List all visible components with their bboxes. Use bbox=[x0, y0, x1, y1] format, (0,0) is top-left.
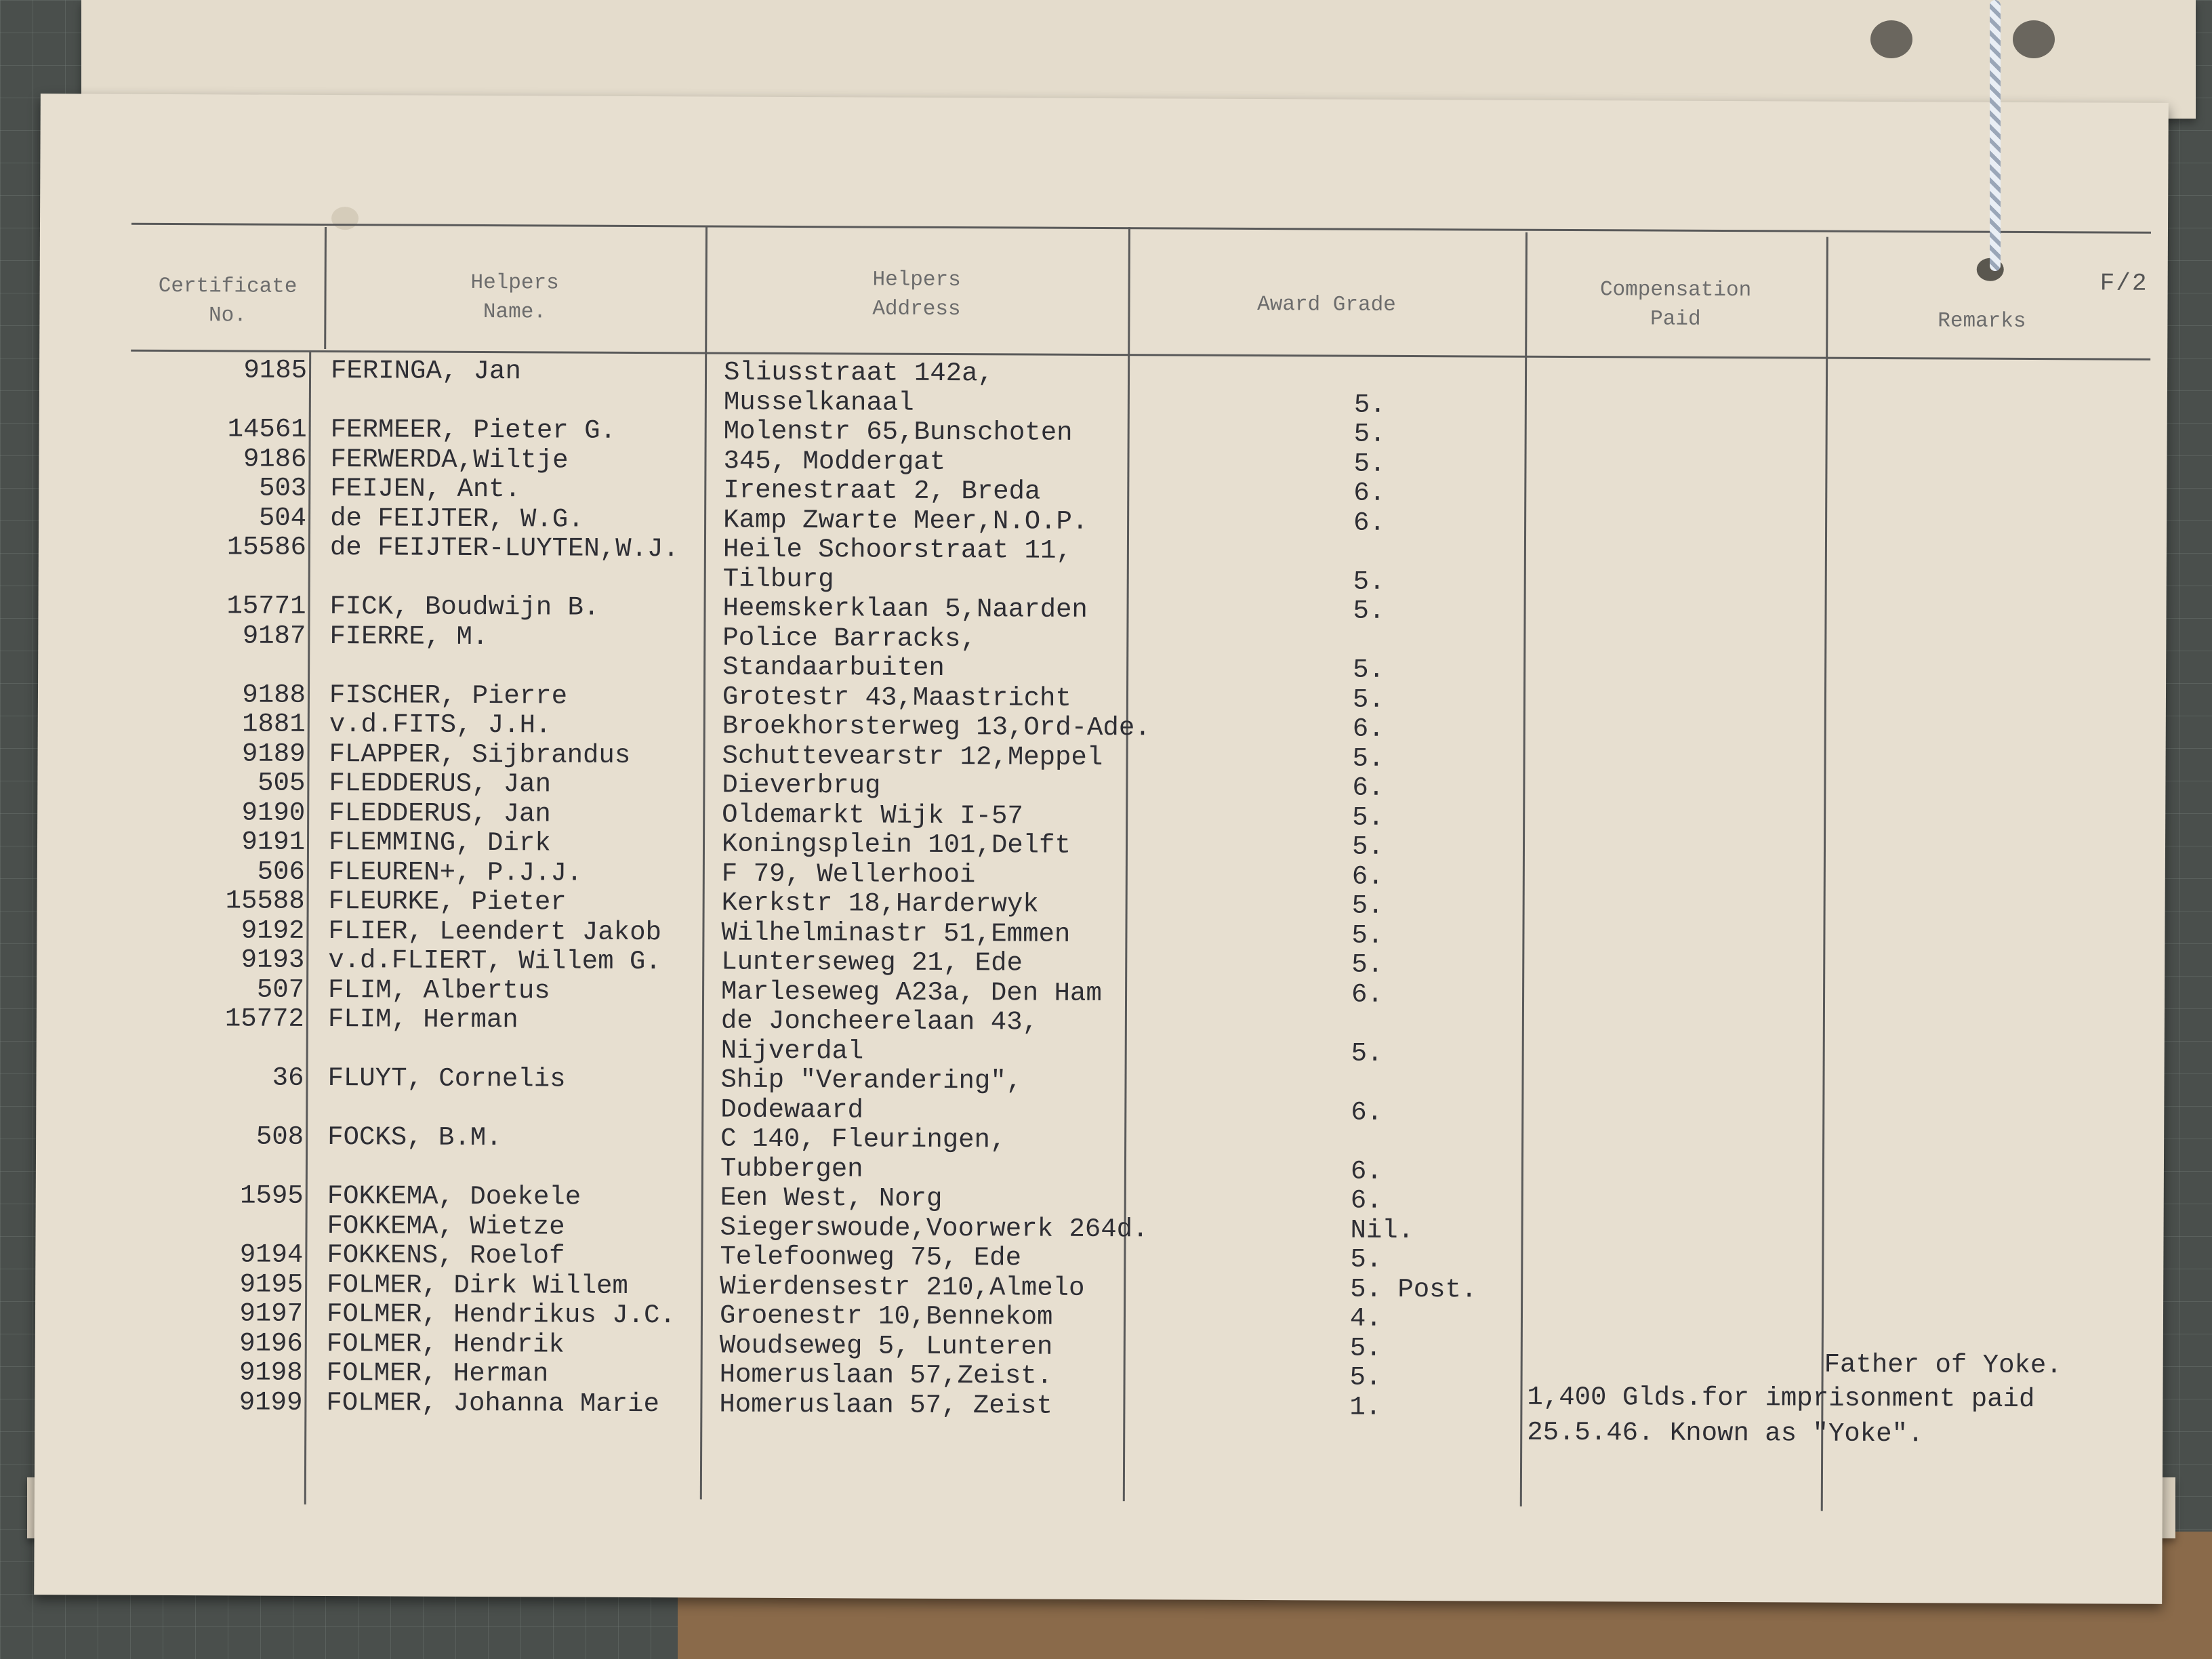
award-grade: 6. bbox=[1353, 478, 1386, 508]
helper-name: FLIM, Albertus bbox=[327, 975, 550, 1006]
certificate-number: 15588 bbox=[225, 886, 305, 916]
helper-name: FIERRE, M. bbox=[329, 621, 489, 652]
helper-address: Oldemarkt Wijk I-57 bbox=[722, 800, 1023, 831]
award-grade: 6. bbox=[1350, 1156, 1382, 1187]
header-compensation-line2: Paid bbox=[1650, 307, 1701, 331]
award-grade: 5. bbox=[1352, 743, 1385, 774]
remark-line: Father of Yoke. bbox=[1824, 1349, 2062, 1381]
punch-hole bbox=[1870, 20, 1912, 58]
award-grade: 6. bbox=[1351, 979, 1383, 1010]
certificate-number: 9191 bbox=[241, 827, 306, 857]
award-grade: 5. bbox=[1353, 390, 1386, 420]
header-compensation bbox=[1525, 275, 1826, 335]
punch-hole bbox=[2013, 20, 2055, 58]
certificate-number: 9189 bbox=[241, 738, 306, 769]
column-divider bbox=[1123, 227, 1130, 1501]
header-certificate-line2: No. bbox=[208, 304, 247, 328]
award-grade: 5. Post. bbox=[1350, 1274, 1477, 1305]
award-grade: 6. bbox=[1352, 773, 1385, 803]
column-divider bbox=[1821, 237, 1828, 1511]
certificate-number: 506 bbox=[257, 857, 305, 887]
award-grade: 5. bbox=[1351, 890, 1384, 921]
header-certificate bbox=[131, 272, 324, 331]
certificate-number: 9188 bbox=[242, 679, 306, 710]
helper-address: Sliusstraat 142a, bbox=[723, 357, 994, 389]
helper-name: FLIM, Herman bbox=[327, 1004, 518, 1036]
header-award-grade: Award Grade bbox=[1257, 292, 1396, 317]
helper-address: de Joncheerelaan 43, bbox=[720, 1006, 1039, 1038]
helper-name: FLEDDERUS, Jan bbox=[329, 769, 552, 800]
helper-name: de FEIJTER-LUYTEN,W.J. bbox=[329, 533, 679, 565]
helper-name: FERWERDA,Wiltje bbox=[330, 444, 569, 476]
certificate-number: 508 bbox=[255, 1122, 304, 1152]
award-grade: 6. bbox=[1351, 1097, 1383, 1128]
certificate-number: 15771 bbox=[226, 591, 306, 621]
award-grade: 5. bbox=[1352, 802, 1385, 833]
award-grade: 5. bbox=[1353, 419, 1386, 449]
binding-string bbox=[1990, 0, 2001, 271]
award-grade: 5. bbox=[1351, 832, 1384, 862]
helper-name: FLUYT, Cornelis bbox=[327, 1063, 566, 1094]
helper-name: FOLMER, Herman bbox=[326, 1358, 549, 1389]
certificate-number: 503 bbox=[258, 473, 307, 504]
certificate-number: 505 bbox=[258, 768, 306, 798]
helper-address: Siegerswoude,Voorwerk 264d. bbox=[720, 1212, 1149, 1244]
award-grade: 5. bbox=[1350, 1244, 1382, 1275]
award-grade: Nil. bbox=[1350, 1215, 1414, 1246]
header-remarks: Remarks bbox=[1938, 309, 2026, 333]
helper-name: de FEIJTER, W.G. bbox=[330, 503, 584, 535]
certificate-number: 15772 bbox=[224, 1004, 304, 1034]
award-grade: 5. bbox=[1351, 949, 1384, 980]
helper-address: Lunterseweg 21, Ede bbox=[721, 947, 1023, 979]
award-grade: 5. bbox=[1349, 1362, 1382, 1393]
document-page bbox=[34, 94, 2169, 1604]
certificate-number: 9190 bbox=[241, 797, 306, 828]
helper-name: FLEURKE, Pieter bbox=[328, 886, 567, 918]
helper-name: FLEDDERUS, Jan bbox=[329, 798, 551, 829]
column-divider bbox=[700, 225, 708, 1499]
helper-name: FOKKENS, Roelof bbox=[327, 1240, 565, 1271]
helper-name: FOKKEMA, Doekele bbox=[327, 1181, 581, 1212]
certificate-number: 9185 bbox=[243, 355, 308, 386]
helper-address: Dodewaard bbox=[720, 1094, 864, 1125]
certificate-number: 504 bbox=[258, 503, 307, 533]
award-grade: 4. bbox=[1349, 1303, 1382, 1334]
helper-address: Heile Schoorstraat 11, bbox=[722, 534, 1072, 566]
compensation-line: 25.5.46. Known as "Yoke". bbox=[1527, 1417, 1924, 1450]
certificate-number: 1881 bbox=[242, 709, 306, 739]
helper-address: Wilhelminastr 51,Emmen bbox=[721, 918, 1071, 949]
helper-name: v.d.FITS, J.H. bbox=[329, 710, 552, 741]
header-name-line2: Name. bbox=[483, 300, 547, 325]
award-grade: 5. bbox=[1351, 1038, 1383, 1069]
award-grade: 5. bbox=[1353, 596, 1385, 626]
page-code: F/2 bbox=[2100, 269, 2148, 298]
award-grade: 5. bbox=[1353, 567, 1385, 597]
certificate-number: 9194 bbox=[239, 1240, 304, 1270]
helper-name: FOCKS, B.M. bbox=[327, 1122, 502, 1153]
helper-address: F 79, Wellerhooi bbox=[721, 859, 976, 890]
helper-name: FEIJEN, Ant. bbox=[330, 474, 521, 505]
helper-address: Police Barracks, bbox=[722, 623, 977, 654]
helper-name: FLAPPER, Sijbrandus bbox=[329, 739, 631, 771]
helper-name: FERMEER, Pieter G. bbox=[330, 415, 617, 446]
award-grade: 6. bbox=[1351, 861, 1384, 892]
certificate-number: 9196 bbox=[239, 1328, 303, 1359]
helper-address: Kamp Zwarte Meer,N.O.P. bbox=[723, 505, 1088, 537]
helper-name: FOLMER, Dirk Willem bbox=[327, 1269, 628, 1301]
helper-address: Een West, Norg bbox=[720, 1183, 943, 1214]
helper-address: C 140, Fleuringen, bbox=[720, 1124, 1006, 1155]
helper-address: Homeruslaan 57,Zeist. bbox=[719, 1359, 1053, 1391]
compensation-line: 1,400 Glds.for imprisonment paid bbox=[1527, 1382, 2035, 1415]
certificate-number: 9197 bbox=[239, 1298, 304, 1329]
helper-name: FOLMER, Hendrik bbox=[326, 1328, 565, 1360]
header-certificate-line1: Certificate bbox=[158, 274, 298, 299]
award-grade: 6. bbox=[1353, 508, 1386, 538]
header-address-line1: Helpers bbox=[872, 268, 961, 293]
helper-name: FLEMMING, Dirk bbox=[328, 827, 551, 859]
header-name-line1: Helpers bbox=[470, 270, 559, 295]
helper-name: FOLMER, Johanna Marie bbox=[326, 1387, 659, 1419]
helper-address: Dieverbrug bbox=[722, 770, 881, 801]
helper-address: Homeruslaan 57, Zeist bbox=[719, 1389, 1052, 1421]
helper-address: Kerkstr 18,Harderwyk bbox=[721, 888, 1039, 920]
header-name bbox=[324, 268, 705, 327]
helper-address: Wierdensestr 210,Almelo bbox=[720, 1271, 1085, 1303]
helper-address: Marleseweg A23a, Den Ham bbox=[720, 977, 1102, 1008]
helper-name: FISCHER, Pierre bbox=[329, 680, 568, 712]
helper-address: Standaarbuiten bbox=[722, 652, 945, 683]
certificate-number: 1595 bbox=[240, 1181, 304, 1211]
helper-address: Koningsplein 101,Delft bbox=[721, 829, 1071, 861]
award-grade: 5. bbox=[1351, 920, 1384, 951]
helper-name: v.d.FLIERT, Willem G. bbox=[328, 945, 661, 977]
helper-address: Grotestr 43,Maastricht bbox=[722, 682, 1071, 714]
helper-address: Broekhorsterweg 13,Ord-Ade. bbox=[722, 711, 1151, 743]
helper-address: 345, Moddergat bbox=[723, 446, 946, 477]
certificate-number: 9193 bbox=[241, 945, 305, 975]
helper-address: Ship "Verandering", bbox=[720, 1065, 1023, 1097]
header-address-line2: Address bbox=[872, 297, 961, 322]
certificate-number: 9199 bbox=[239, 1387, 303, 1418]
helper-name: FLIER, Leendert Jakob bbox=[328, 916, 662, 947]
certificate-number: 9195 bbox=[239, 1269, 304, 1300]
helper-address: Molenstr 65,Bunschoten bbox=[723, 416, 1073, 448]
helper-name: FOLMER, Hendrikus J.C. bbox=[326, 1299, 676, 1331]
certificate-number: 9187 bbox=[242, 620, 306, 651]
certificate-number: 9192 bbox=[241, 915, 305, 946]
helper-address: Tubbergen bbox=[720, 1153, 863, 1184]
helper-address: Groenestr 10,Bennekom bbox=[719, 1300, 1053, 1332]
table-top-rule bbox=[131, 223, 2151, 234]
helper-address: Telefoonweg 75, Ede bbox=[720, 1242, 1022, 1273]
punch-hole bbox=[331, 207, 359, 230]
certificate-number: 507 bbox=[256, 975, 305, 1005]
certificate-number: 36 bbox=[272, 1063, 304, 1093]
award-grade: 5. bbox=[1349, 1333, 1382, 1364]
helper-name: FERINGA, Jan bbox=[330, 356, 522, 387]
helper-address: Heemskerklaan 5,Naarden bbox=[722, 593, 1088, 625]
helper-address: Musselkanaal bbox=[723, 387, 914, 418]
header-compensation-line1: Compensation bbox=[1599, 278, 1752, 303]
helper-address: Schuttevearstr 12,Meppel bbox=[722, 741, 1103, 773]
helper-name: FLEUREN+, P.J.J. bbox=[328, 857, 583, 888]
certificate-number: 15586 bbox=[226, 532, 307, 562]
certificate-number: 14561 bbox=[227, 414, 307, 445]
award-grade: 5. bbox=[1353, 655, 1385, 685]
helper-address: Woudseweg 5, Lunteren bbox=[719, 1330, 1053, 1362]
helper-address: Irenestraat 2, Breda bbox=[723, 475, 1041, 507]
award-grade: 5. bbox=[1352, 684, 1385, 715]
certificate-number: 9198 bbox=[239, 1357, 303, 1388]
certificate-number: 9186 bbox=[243, 443, 307, 474]
helper-name: FICK, Boudwijn B. bbox=[329, 592, 600, 623]
award-grade: 5. bbox=[1353, 449, 1386, 479]
helper-address: Tilburg bbox=[722, 564, 834, 594]
header-address bbox=[705, 264, 1128, 325]
award-grade: 6. bbox=[1350, 1185, 1382, 1216]
helper-name: FOKKEMA, Wietze bbox=[327, 1210, 565, 1242]
column-divider bbox=[1520, 232, 1528, 1507]
helper-address: Nijverdal bbox=[720, 1036, 864, 1066]
award-grade: 1. bbox=[1349, 1392, 1382, 1422]
award-grade: 6. bbox=[1352, 714, 1385, 744]
